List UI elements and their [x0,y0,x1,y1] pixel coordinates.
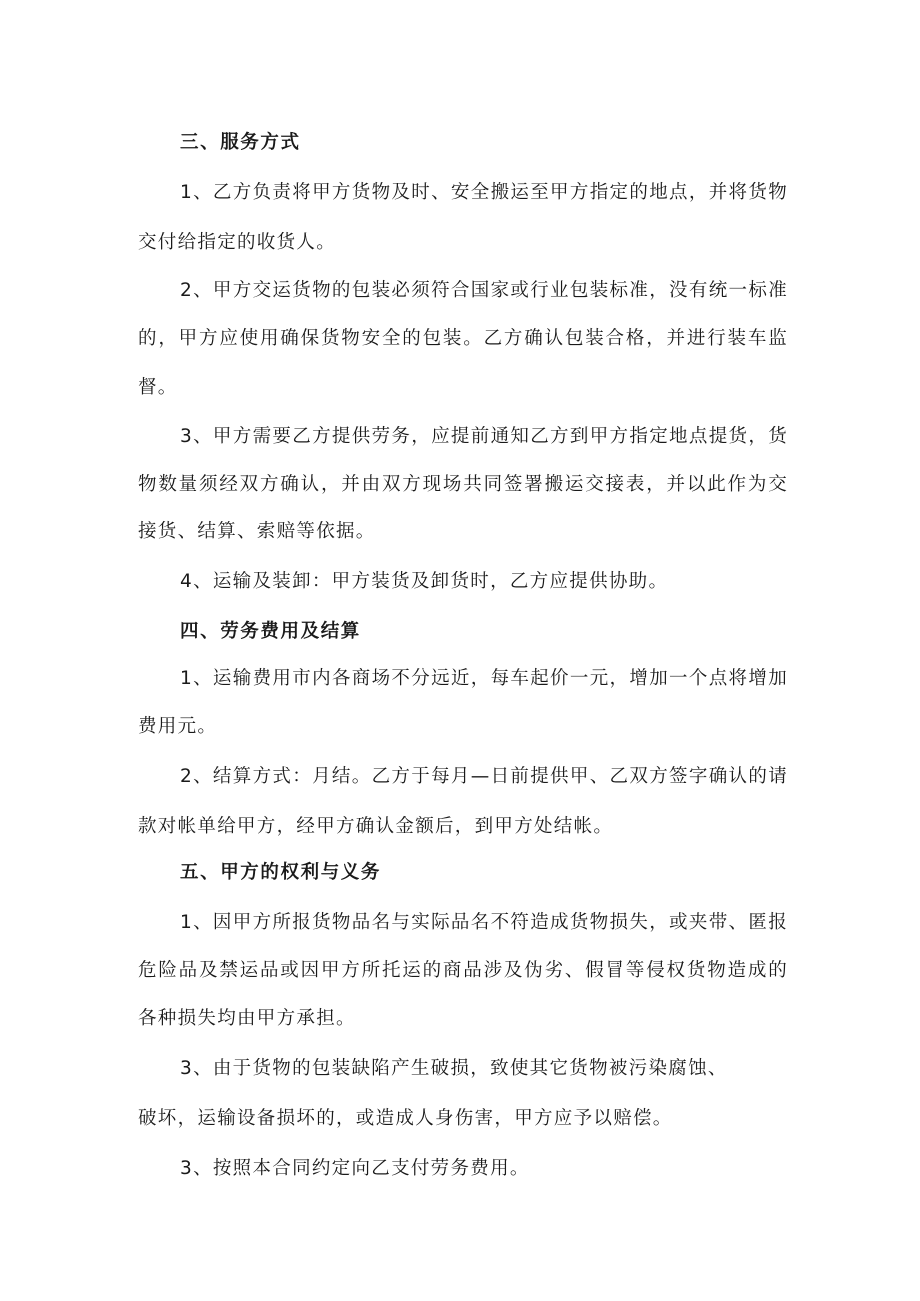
paragraph-line: 的，甲方应使用确保货物安全的包装。乙方确认包装合格，并进行装车监 [138,328,788,349]
section-heading: 三、服务方式 [180,132,301,153]
paragraph-line: 3、由于货物的包装缺陷产生破损，致使其它货物被污染腐蚀、 [180,1058,728,1079]
paragraph-line: 危险品及禁运品或因甲方所托运的商品涉及伪劣、假冒等侵权货物造成的 [138,960,788,981]
paragraph-line: 3、按照本合同约定向乙支付劳务费用。 [180,1158,530,1179]
paragraph-line: 物数量须经双方确认，并由双方现场共同签署搬运交接表，并以此作为交 [138,474,788,495]
paragraph-line: 1、运输费用市内各商场不分远近，每车起价一元，增加一个点将增加 [180,668,788,689]
paragraph-line: 费用元。 [138,716,218,737]
paragraph-line: 督。 [138,377,178,398]
paragraph-line: 1、因甲方所报货物品名与实际品名不符造成货物损失，或夹带、匿报 [180,912,788,933]
section-heading: 五、甲方的权利与义务 [180,862,382,883]
paragraph-line: 3、甲方需要乙方提供劳务，应提前通知乙方到甲方指定地点提货，货 [180,426,788,447]
paragraph-line: 各种损失均由甲方承担。 [138,1008,356,1029]
paragraph-line: 交付给指定的收货人。 [138,232,337,253]
paragraph-line: 接货、结算、索赔等依据。 [138,521,376,542]
paragraph-line: 4、运输及装卸：甲方装货及卸货时，乙方应提供协助。 [180,571,669,592]
paragraph-line: 破坏，运输设备损坏的，或造成人身伤害，甲方应予以赔偿。 [138,1108,673,1129]
section-heading: 四、劳务费用及结算 [180,621,361,642]
paragraph-line: 2、甲方交运货物的包装必须符合国家或行业包装标准，没有统一标准 [180,280,788,301]
paragraph-line: 款对帐单给甲方，经甲方确认金额后，到甲方处结帐。 [138,816,614,837]
paragraph-line: 1、乙方负责将甲方货物及时、安全搬运至甲方指定的地点，并将货物 [180,182,788,203]
paragraph-line: 2、结算方式：月结。乙方于每月—日前提供甲、乙双方签字确认的请 [180,766,788,787]
